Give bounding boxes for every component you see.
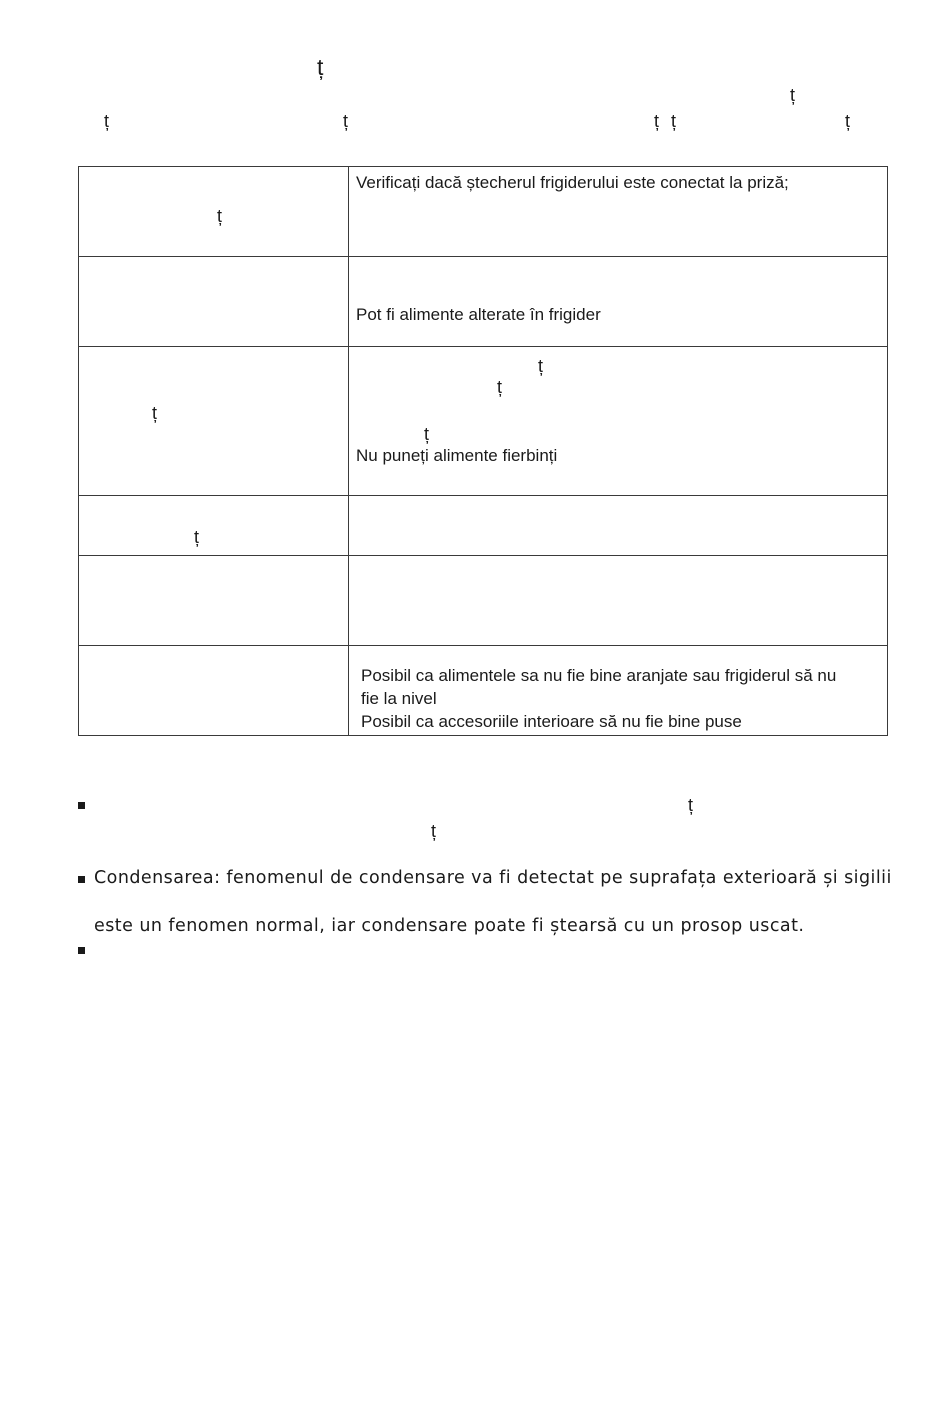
solution-text: Verificați dacă ștecherul frigiderului este conectat la priză; (356, 173, 789, 192)
heading-diacritic-mark: ț (317, 54, 324, 80)
intro-diacritic-mark: ț (845, 111, 851, 131)
solution-text: Nu puneți alimente fierbinți (356, 446, 558, 465)
solution-cell (349, 496, 888, 556)
solution-cell (349, 167, 888, 257)
cell-diacritic-mark: ț (152, 403, 158, 423)
troubleshooting-table (78, 166, 888, 736)
intro-diacritic-mark: ț (104, 111, 110, 131)
table-row (79, 556, 888, 646)
solution-text: fie la nivel (361, 689, 437, 708)
bullet-marker (78, 876, 85, 883)
note-diacritic-mark: ț (688, 795, 694, 815)
table-row (79, 167, 888, 257)
solution-cell (349, 257, 888, 347)
solution-text: Posibil ca alimentele sa nu fie bine aranjate sau frigiderul să nu (361, 666, 837, 685)
table-row (79, 646, 888, 736)
table-row (79, 347, 888, 496)
problem-cell (79, 646, 349, 736)
problem-cell (79, 496, 349, 556)
cell-diacritic-mark: ț (497, 377, 503, 397)
problem-cell (79, 347, 349, 496)
cell-diacritic-mark: ț (217, 206, 223, 226)
intro-diacritic-mark: ț (790, 85, 796, 105)
solution-cell (349, 556, 888, 646)
table-row (79, 496, 888, 556)
cell-diacritic-mark: ț (424, 424, 430, 444)
intro-diacritic-mark: ț (671, 111, 677, 131)
intro-diacritic-mark: ț (654, 111, 660, 131)
solution-cell (349, 646, 888, 736)
table-row (79, 257, 888, 347)
cell-diacritic-mark: ț (194, 527, 200, 547)
condensation-note: Condensarea: fenomenul de condensare va fi detectat pe suprafața exterioară și sigilii (94, 868, 892, 888)
bullet-marker (78, 802, 85, 809)
bullet-marker (78, 947, 85, 954)
solution-text: Pot fi alimente alterate în frigider (356, 305, 601, 324)
condensation-note-continued: este un fenomen normal, iar condensare poate fi ștearsă cu un prosop uscat. (94, 916, 805, 936)
cell-diacritic-mark: ț (538, 356, 544, 376)
problem-cell (79, 167, 349, 257)
intro-diacritic-mark: ț (343, 111, 349, 131)
problem-cell (79, 556, 349, 646)
solution-text: Posibil ca accesoriile interioare să nu fie bine puse (361, 712, 742, 731)
note-diacritic-mark: ț (431, 821, 437, 841)
solution-cell (349, 347, 888, 496)
problem-cell (79, 257, 349, 347)
